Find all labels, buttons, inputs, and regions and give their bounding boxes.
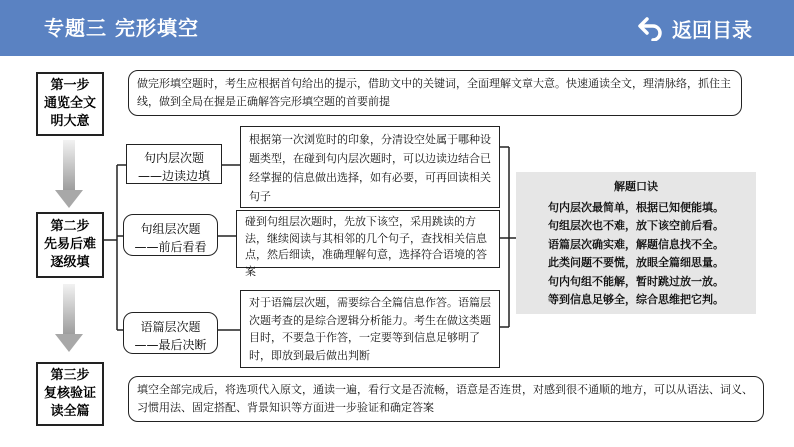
back-label: 返回目录 [672,17,752,42]
level2-box [123,214,218,256]
step2-title-line2: 逐级填 [50,255,90,270]
step1-box [36,72,104,136]
tips-line: 等到信息足够全，综合思维把它判。 [548,293,724,306]
level2-text: 碰到句组层次题时，先放下该空，采用跳读的方法，继续阅读与其相邻的几个句子，查找相关信息点，然后细读，准确理解句意，选择符合语境的答案 [245,215,487,278]
step3-title-line2: 读全篇 [50,404,90,419]
tips-line: 句组层次也不难，放下该空前后看。 [548,219,724,232]
tips-line: 此类问题不要慌，放眼全篇细思量。 [548,256,724,269]
level1-text: 根据第一次浏览时的印象，分清设空处属于哪种设题类型，在碰到句内层次题时，可以边读边结合已经掌握的信息做出选择，如有必要，可再回读相关句子 [249,133,491,203]
step2-title-line1: 先易后难 [43,237,96,252]
step3-name: 第三步 [50,368,90,383]
tips-title: 解题口诀 [614,180,658,193]
down-arrow-icon [55,140,83,208]
step1-description [128,70,742,116]
level3-description [240,290,500,368]
page-title: 专题三 完形填空 [44,16,199,40]
tips-line: 句内层次最简单，根据已知便能填。 [548,200,724,214]
level1-description [240,126,500,208]
level2-label: 句组层次题 [140,222,201,236]
step1-name: 第一步 [50,78,90,93]
level1-label: 句内层次题 [143,151,204,165]
step3-description [128,376,764,422]
step3-text: 填空全部完成后，将选项代入原文，通读一遍，看行文是否流畅，语意是否连贯，对感到很不通顺的地方，可以从语法、词义、习惯用法、固定搭配、背景知识等方面进一步验证和确定答案 [137,383,753,414]
tips-line: 语篇层次确实难，解题信息找不全。 [548,237,724,251]
step3-title-line1: 复核验证 [43,386,96,401]
tips-line: 句内句组不能解，暂时跳过放一放。 [548,274,724,288]
down-arrow-icon [55,284,83,352]
step1-text: 做完形填空题时，考生应根据首句给出的提示，借助文中的关键词，全面理解文章大意。快速通读全文，理清脉络，抓住主线，做到全局在握是正确解答完形填空题的首要前提 [137,77,731,108]
level3-hint: ——最后决断 [134,338,207,352]
step3-box [36,362,104,426]
level1-hint: ——边读边填 [137,169,210,183]
level2-hint: ——前后看看 [134,240,207,254]
step1-title-line1: 通览全文 [43,96,96,111]
level1-box [126,144,222,184]
tips-box [516,172,756,314]
level3-box [123,312,218,354]
level3-label: 语篇层次题 [140,320,201,334]
level3-text: 对于语篇层次题，需要综合全篇信息作答。语篇层次题考查的是综合逻辑分析能力。考生在做这类题目时，不要急于作答，一定要等到信息足够明了时，即放到最后做出判断 [249,296,491,362]
step2-name: 第二步 [50,219,90,234]
step1-title-line2: 明大意 [50,114,90,129]
level2-description [236,210,500,278]
step2-box [36,212,104,278]
